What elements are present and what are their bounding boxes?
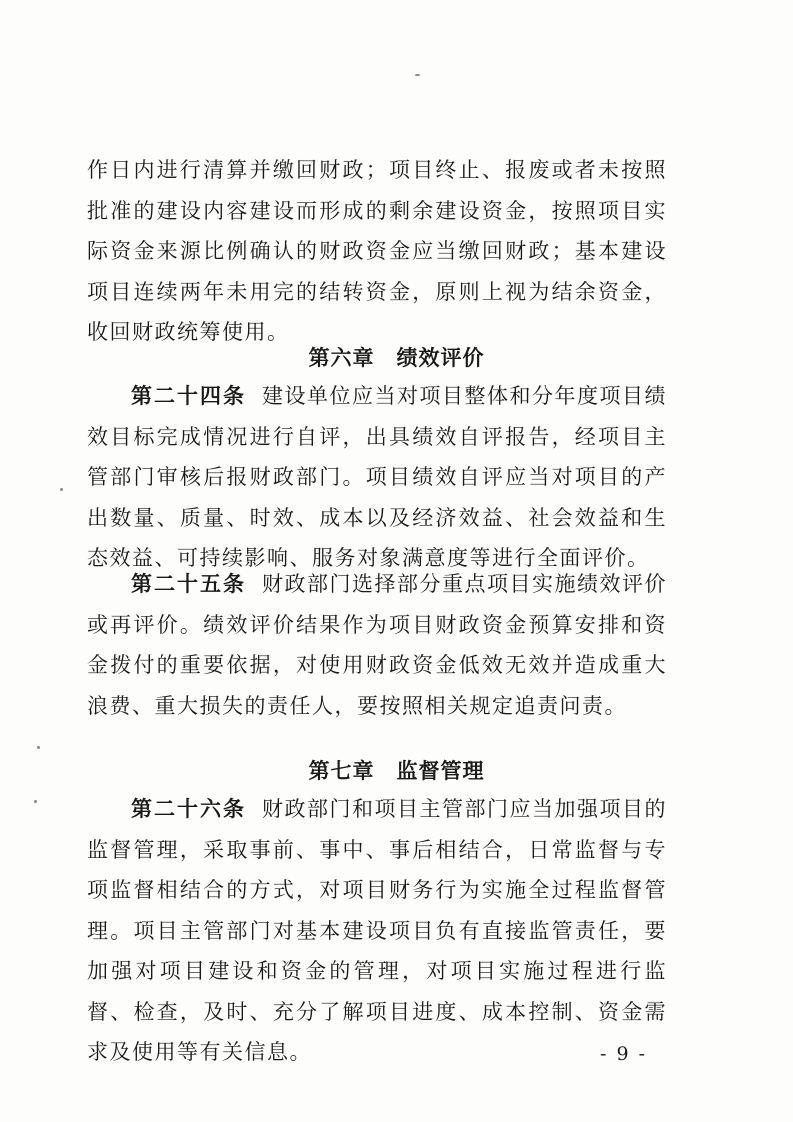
article-text: 财政部门选择部分重点项目实施绩效评价或再评价。绩效评价结果作为项目财政资金预算安排和资金拨付的重要依据，对使用财政资金低效无效并造成重大浪费、重大损失的责任人，要按照相关规定追责问责。 <box>87 572 667 718</box>
article-text: 建设单位应当对项目整体和分年度项目绩效目标完成情况进行自评，出具绩效自评报告，经项目主管部门审核后报财政部门。项目绩效自评应当对项目的产出数量、质量、时效、成本以及经济效益、社会效益和生态效益、可持续影响、服务对象满意度等进行全面评价。 <box>87 384 667 570</box>
article-24 <box>87 376 667 579</box>
chapter-number: 第六章 <box>308 346 375 370</box>
scan-speck <box>415 74 420 76</box>
chapter-heading-7 <box>0 755 793 785</box>
scan-speck <box>34 800 37 803</box>
article-26 <box>87 789 667 1073</box>
page-number: - 9 - <box>600 1043 648 1065</box>
chapter-heading-6 <box>0 342 793 372</box>
article-text: 财政部门和项目主管部门应当加强项目的监督管理，采取事前、事中、事后相结合，日常监督与专项监督相结合的方式，对项目财务行为实施全过程监督管理。项目主管部门对基本建设项目负有直接监管责任，要加强对项目建设和资金的管理，对项目实施过程进行监督、检查，及时、充分了解项目进度、成本控制、资金需求及使用等有关信息。 <box>87 797 667 1064</box>
article-25 <box>87 564 667 726</box>
chapter-title: 绩效评价 <box>396 346 485 370</box>
scan-speck <box>60 488 63 491</box>
chapter-title: 监督管理 <box>396 759 485 783</box>
article-number: 第二十五条 <box>131 571 246 596</box>
article-number: 第二十六条 <box>131 796 246 821</box>
article-number: 第二十四条 <box>131 383 246 408</box>
paragraph-continued: 作日内进行清算并缴回财政；项目终止、报废或者未按照批准的建设内容建设而形成的剩余建设资金，按照项目实际资金来源比例确认的财政资金应当缴回财政；基本建设项目连续两年未用完的结转资金，原则上视为结余资金，收回财政统筹使用。 <box>87 158 667 344</box>
scan-speck <box>37 746 40 749</box>
chapter-number: 第七章 <box>308 759 375 783</box>
